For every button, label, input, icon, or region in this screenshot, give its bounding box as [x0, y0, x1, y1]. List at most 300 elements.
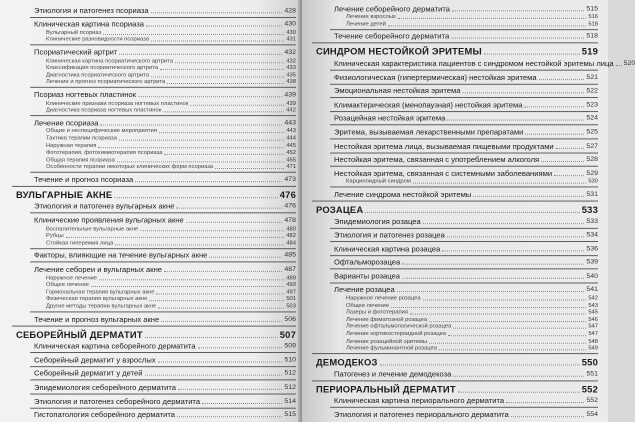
toc-section	[12, 174, 296, 185]
toc-entry-page: 551	[586, 370, 598, 378]
dot-leader	[397, 291, 585, 292]
toc-entry-title: Наружное лечение	[46, 275, 97, 281]
section-rule	[330, 29, 598, 30]
toc-entry-title: Течение и прогноз псориаза	[34, 175, 134, 184]
section-rule	[330, 407, 598, 408]
dot-leader	[159, 132, 284, 133]
dot-leader	[186, 222, 283, 223]
toc-section	[12, 47, 296, 58]
toc-entry-page: 493	[286, 282, 296, 289]
toc-entry-title: ВУЛЬГАРНЫЕ АКНЕ	[16, 189, 113, 200]
toc-chapter	[12, 327, 296, 340]
chapter-rule	[12, 325, 296, 326]
toc-section	[12, 409, 296, 420]
toc-subsection	[12, 303, 296, 310]
section-rule	[330, 125, 598, 126]
toc-entry-title: Лечение розацейной эритемы	[346, 338, 427, 345]
toc-entry-page: 430	[286, 29, 296, 36]
toc-entry-page: 539	[586, 259, 598, 266]
toc-entry-title: Диагностика псориатического артрита	[46, 72, 150, 79]
section-rule	[330, 138, 598, 139]
toc-subsection	[312, 324, 598, 331]
section-rule	[330, 187, 598, 188]
toc-subsection	[12, 282, 296, 289]
toc-entry-title: Клинические проявления вульгарных акне	[34, 216, 184, 225]
section-rule	[330, 70, 598, 71]
section-rule	[30, 248, 296, 249]
section-rule	[30, 115, 296, 116]
toc-entry-page: 547	[588, 331, 598, 338]
dot-leader	[202, 403, 282, 404]
left-page	[0, 0, 300, 422]
dot-leader	[209, 257, 282, 258]
toc-entry-title: Патогенез и лечение демодекоза	[334, 369, 452, 379]
toc-entry-title: Течение и прогноз вульгарных акне	[34, 314, 160, 324]
toc-entry-page: 515	[586, 5, 598, 12]
toc-entry-page: 484	[286, 240, 296, 247]
toc-entry-title: Этиология и патогенез розацеа	[334, 230, 445, 240]
toc-entry-title: Эпидемиология себорейного дерматита	[34, 383, 176, 392]
toc-entry-page: 445	[286, 142, 296, 149]
dot-leader	[525, 134, 584, 135]
toc-section	[312, 140, 598, 151]
toc-entry-title: СЕБОРЕЙНЫЙ ДЕРМАТИТ	[16, 329, 143, 340]
toc-entry-page: 439	[286, 100, 296, 107]
toc-entry-page: 527	[586, 142, 598, 150]
toc-section	[312, 409, 598, 420]
dot-leader	[149, 301, 284, 302]
dot-leader	[452, 10, 584, 11]
toc-chapter	[12, 188, 296, 201]
toc-entry-page: 509	[284, 342, 296, 350]
toc-entry-page: 497	[286, 289, 296, 296]
toc-entry-title: Клиническая картина себорейного дерматита	[34, 341, 196, 351]
toc-entry-page: 533	[581, 204, 598, 215]
toc-entry-title: Эритема, вызываемая лекарственными препаратами	[334, 128, 524, 137]
dot-leader	[506, 402, 584, 403]
dot-leader	[98, 147, 284, 148]
toc-entry-title: Себорейный дерматит у взрослых	[34, 355, 156, 365]
toc-subsection	[12, 65, 296, 72]
toc-entry-page: 443	[284, 119, 296, 127]
toc-section	[12, 89, 296, 100]
dot-leader	[423, 300, 587, 301]
toc-entry-page: 435	[286, 72, 296, 79]
toc-entry-title: Псориатический артрит	[34, 48, 118, 57]
toc-entry-page: 546	[588, 317, 598, 323]
dot-leader	[161, 321, 282, 322]
toc-entry-page: 536	[586, 245, 598, 253]
dot-leader	[145, 375, 283, 376]
toc-entry-title: Общая терапия псориаза	[46, 157, 115, 163]
section-rule	[30, 213, 296, 214]
toc-subsection	[12, 296, 296, 303]
toc-entry-title: Псориаз ногтевых пластинок	[34, 90, 136, 100]
toc-entry-page: 476	[279, 189, 296, 200]
dot-leader	[429, 342, 586, 343]
dot-leader	[215, 168, 284, 169]
dot-leader	[164, 154, 284, 155]
toc-entry-title: Себорейный дерматит у детей	[34, 369, 143, 378]
dot-leader	[138, 96, 282, 97]
dot-leader	[119, 140, 285, 141]
toc-subsection	[12, 275, 296, 282]
toc-subsection	[312, 331, 598, 338]
toc-entry-page: 512	[284, 370, 296, 377]
toc-entry-page: 552	[586, 397, 598, 405]
toc-entry-page: 516	[588, 14, 598, 20]
dot-leader	[388, 25, 587, 26]
toc-entry-page: 540	[586, 272, 598, 280]
toc-entry-page: 554	[586, 411, 598, 419]
section-rule	[30, 262, 296, 263]
dot-leader	[167, 83, 284, 84]
dot-leader	[151, 41, 284, 42]
toc-entry-page: 433	[286, 65, 296, 71]
toc-section	[312, 229, 598, 240]
toc-subsection	[12, 79, 296, 86]
toc-entry-title: Этиология и патогенез периорального дерматита	[334, 410, 509, 420]
toc-entry-title: Течение себорейного дерматита	[334, 32, 450, 41]
chapter-rule	[312, 380, 598, 381]
toc-entry-page: 524	[586, 115, 598, 122]
toc-entry-page: 428	[284, 7, 296, 14]
toc-entry-title: Классификация псориатического артрита	[46, 65, 159, 71]
toc-entry-page: 534	[586, 231, 598, 239]
toc-entry-title: Лазеры и фототерапия	[346, 310, 408, 316]
toc-entry-page: 550	[581, 357, 598, 368]
dot-leader	[439, 350, 586, 351]
toc-entry-title: Клиническая картина розацеа	[334, 244, 441, 254]
toc-entry-page: 523	[586, 101, 598, 109]
toc-section	[12, 368, 296, 379]
toc-section	[12, 354, 296, 365]
toc-section	[12, 340, 296, 351]
toc-subsection	[12, 150, 296, 157]
toc-subsection	[12, 128, 296, 135]
toc-entry-title: Другие методы терапии вульгарных акне	[46, 303, 157, 310]
dot-leader	[429, 321, 586, 322]
toc-entry-page: 487	[284, 266, 296, 273]
toc-entry-page: 512	[284, 384, 296, 391]
toc-entry-title: Общее лечение	[346, 302, 389, 309]
toc-entry-title: Фототерапия, фотохимиотерапия псориаза	[46, 150, 163, 156]
toc-entry-title: Лечение себорейного дерматита	[334, 4, 450, 13]
toc-section	[312, 72, 598, 83]
section-rule	[330, 282, 598, 283]
dot-leader	[524, 106, 584, 107]
toc-section	[312, 395, 598, 406]
dot-leader	[413, 183, 587, 184]
toc-subsection	[312, 295, 598, 302]
toc-subsection	[312, 21, 598, 28]
toc-chapter	[312, 45, 598, 58]
toc-entry-page: 525	[586, 128, 598, 136]
dot-leader	[402, 278, 584, 279]
toc-section	[312, 58, 635, 69]
toc-entry-page: 485	[284, 252, 296, 260]
dot-leader	[539, 79, 585, 80]
toc-section	[312, 154, 598, 165]
toc-entry-page: 443	[286, 128, 296, 135]
toc-section	[12, 382, 296, 393]
toc-entry-page: 543	[588, 302, 598, 309]
dot-leader	[458, 392, 580, 393]
dot-leader	[135, 181, 282, 182]
toc-entry-title: Нестойкая эритема, связанная с системными заболеваниями	[334, 169, 553, 178]
toc-section	[312, 216, 598, 227]
dot-leader	[158, 361, 283, 362]
toc-entry-page: 518	[588, 21, 598, 28]
toc-subsection	[12, 135, 296, 142]
toc-entry-page: 432	[284, 49, 296, 56]
toc-entry-title: Лечение синдрома нестойкой эритемы	[334, 190, 472, 199]
toc-entry-page: 518	[586, 33, 598, 40]
dot-leader	[448, 335, 586, 336]
toc-entry-page: 442	[286, 107, 296, 114]
dot-leader	[140, 230, 284, 231]
toc-subsection	[12, 107, 296, 114]
toc-entry-title: Климактерическая (менопаузная) нестойкая эритема	[334, 100, 523, 110]
toc-entry-title: Лечение фиматозной розацеа	[346, 317, 428, 323]
toc-entry-title: Варианты розацеа	[334, 272, 400, 281]
dot-leader	[66, 237, 285, 238]
dot-leader	[178, 389, 282, 390]
toc-entry-title: Клиническая картина псориаза	[34, 19, 144, 29]
section-rule	[330, 83, 598, 84]
toc-entry-page: 507	[279, 329, 296, 340]
toc-entry-title: Физиологическая (гипертермическая) нестойкая эритема	[334, 73, 537, 82]
toc-entry-page: 542	[588, 295, 598, 302]
dot-leader	[115, 244, 284, 245]
toc-section	[312, 85, 598, 96]
toc-section	[12, 117, 296, 128]
toc-entry-title: Лечение офтальмологической розацеа	[346, 324, 452, 331]
toc-entry-title: Нестойкая эритема, связанная с употреблением алкоголя	[334, 155, 540, 164]
toc-subsection	[12, 142, 296, 149]
toc-entry-page: 452	[286, 150, 296, 156]
toc-entry-title: Тактика терапии псориаза	[46, 135, 117, 142]
dot-leader	[160, 69, 284, 70]
chapter-rule	[312, 353, 598, 354]
dot-leader	[380, 365, 580, 366]
toc-section	[312, 189, 598, 200]
toc-entry-page: 476	[284, 203, 296, 210]
toc-subsection	[12, 226, 296, 233]
dot-leader	[616, 65, 622, 66]
toc-entry-page: 519	[581, 46, 598, 57]
toc-entry-title: РОЗАЦЕА	[316, 204, 364, 215]
toc-subsection	[12, 240, 296, 247]
toc-subsection	[12, 100, 296, 107]
toc-entry-title: Эмоциональная нестойкая эритема	[334, 86, 461, 96]
toc-entry-page: 531	[586, 191, 598, 198]
dot-leader	[447, 120, 584, 121]
toc-entry-page: 547	[588, 324, 598, 331]
section-rule	[30, 17, 296, 18]
toc-entry-page: 552	[581, 384, 598, 395]
section-rule	[330, 152, 598, 153]
toc-entry-page: 515	[284, 411, 296, 419]
section-rule	[30, 311, 296, 312]
toc-entry-page: 503	[286, 303, 296, 310]
toc-entry-title: Наружная терапия	[46, 142, 97, 149]
toc-subsection	[12, 157, 296, 164]
toc-section	[12, 18, 296, 29]
toc-subsection	[12, 289, 296, 296]
section-rule	[30, 45, 296, 46]
dot-leader	[158, 308, 284, 309]
toc-subsection	[12, 233, 296, 240]
dot-leader	[462, 92, 584, 93]
toc-entry-title: Этиология и патогенез вульгарных акне	[34, 202, 175, 211]
toc-subsection	[12, 164, 296, 171]
toc-entry-page: 480	[286, 226, 296, 232]
section-rule	[30, 87, 296, 88]
toc-entry-title: Этиология и патогенез себорейного дерматита	[34, 396, 201, 406]
dot-leader	[447, 236, 585, 237]
dot-leader	[423, 223, 585, 224]
table-of-contents-left	[0, 0, 300, 420]
toc-entry-title: Карциноидный синдром	[346, 179, 411, 185]
toc-entry-page: 430	[284, 20, 296, 28]
toc-entry-page: 528	[586, 156, 598, 164]
toc-entry-title: ДЕМОДЕКОЗ	[316, 357, 378, 368]
toc-entry-title: Воспалительные вульгарные акне	[46, 226, 139, 232]
dot-leader	[473, 196, 584, 197]
toc-entry-page: 530	[588, 179, 598, 185]
toc-section	[312, 257, 598, 268]
toc-entry-page: 548	[588, 338, 598, 345]
toc-entry-title: СИНДРОМ НЕСТОЙКОЙ ЭРИТЕМЫ	[316, 46, 482, 57]
dot-leader	[145, 337, 278, 338]
toc-entry-title: Лечение детей	[346, 21, 386, 28]
toc-entry-page: 522	[586, 87, 598, 95]
toc-entry-title: Розацейная нестойкая эритема	[334, 114, 446, 123]
toc-subsection	[312, 309, 598, 316]
dot-leader	[365, 212, 579, 213]
toc-section	[12, 264, 296, 275]
dot-leader	[99, 279, 284, 280]
toc-section	[12, 395, 296, 406]
chapter-rule	[312, 43, 598, 44]
section-rule	[330, 255, 598, 256]
dot-leader	[554, 175, 584, 176]
toc-entry-page: 529	[586, 170, 598, 177]
toc-entry-title: Нестойкая эритема лица, вызываемая пищевыми продуктами	[334, 141, 554, 151]
section-rule	[330, 166, 598, 167]
toc-subsection	[312, 345, 598, 352]
toc-entry-page: 520	[623, 60, 635, 67]
toc-entry-title: Эпидемиология розацеа	[334, 217, 421, 226]
toc-entry-title: Клинические разновидности псориаза	[46, 37, 150, 43]
toc-section	[12, 250, 296, 261]
section-rule	[330, 111, 598, 112]
toc-section	[312, 284, 598, 295]
dot-leader	[119, 54, 282, 55]
toc-entry-page: 473	[284, 176, 296, 183]
dot-leader	[146, 26, 282, 27]
toc-entry-title: Диагностика псориаза ногтевых пластинок	[46, 107, 162, 114]
toc-entry-title: Клиническая характеристика пациентов с синдромом нестойкой эритемы лица	[334, 59, 614, 68]
toc-entry-title: Клиническая картина периорального дерматита	[334, 396, 505, 406]
toc-subsection	[312, 302, 598, 309]
toc-entry-page: 533	[586, 218, 598, 225]
toc-entry-page: 439	[284, 91, 296, 99]
toc-entry-title: Лечение и прогноз псориатического артрита	[46, 79, 166, 86]
section-rule	[330, 241, 598, 242]
toc-subsection	[312, 179, 598, 186]
toc-entry-page: 478	[284, 217, 296, 224]
toc-entry-page: 521	[586, 73, 598, 81]
toc-entry-title: Клиническая картина псориатического артрита	[46, 58, 173, 64]
dot-leader	[453, 328, 586, 329]
toc-chapter	[312, 202, 598, 215]
toc-subsection	[12, 37, 296, 44]
toc-entry-title: Лечение псориаза	[34, 118, 99, 128]
section-rule	[30, 407, 296, 408]
dot-leader	[453, 376, 584, 377]
toc-entry-title: Гормональная терапия вульгарных акне	[46, 289, 155, 296]
toc-entry-title: Лечение себореи и вульгарных акне	[34, 265, 163, 274]
toc-entry-page: 438	[286, 79, 296, 86]
toc-entry-title: Офтальморозацеа	[334, 258, 401, 267]
toc-subsection	[312, 14, 598, 21]
dot-leader	[114, 197, 277, 198]
dot-leader	[156, 293, 284, 294]
chapter-rule	[12, 186, 296, 187]
dot-leader	[103, 34, 284, 35]
toc-subsection	[12, 72, 296, 79]
toc-entry-title: Лечение взрослых	[346, 14, 396, 20]
toc-section	[312, 113, 598, 124]
toc-section	[12, 5, 296, 16]
dot-leader	[100, 124, 282, 125]
toc-section	[312, 99, 598, 110]
toc-subsection	[12, 29, 296, 36]
toc-entry-page: 431	[286, 37, 296, 43]
toc-chapter	[312, 382, 598, 395]
toc-entry-title: Лечение розацеа	[334, 285, 395, 295]
dot-leader	[511, 416, 585, 417]
dot-leader	[176, 208, 282, 209]
toc-entry-page: 506	[284, 315, 296, 323]
dot-leader	[442, 250, 584, 251]
toc-section	[12, 215, 296, 226]
toc-entry-title: Физическая терапия вульгарных акне	[46, 296, 148, 303]
toc-section	[12, 201, 296, 212]
toc-entry-page: 489	[286, 275, 296, 281]
toc-chapter	[312, 355, 598, 368]
toc-entry-title: Стойкая гиперемия лица	[46, 240, 114, 247]
dot-leader	[91, 286, 284, 287]
toc-entry-title: Особенности терапии некоторых клинических форм псориаза	[46, 164, 214, 171]
toc-entry-page: 501	[286, 296, 296, 303]
toc-entry-title: Гистопатология себорейного дерматита	[34, 410, 175, 420]
toc-section	[312, 168, 598, 179]
toc-entry-page: 455	[286, 157, 296, 163]
dot-leader	[410, 314, 586, 315]
section-rule	[30, 380, 296, 381]
dot-leader	[556, 147, 585, 148]
toc-section	[312, 368, 598, 379]
toc-entry-title: Вульгарный псориаз	[46, 29, 102, 36]
toc-entry-title: Этиология и патогенез псориаза	[34, 6, 149, 15]
dot-leader	[402, 264, 584, 265]
toc-entry-title: Факторы, влияющие на течение вульгарных акне	[34, 251, 208, 260]
toc-section	[12, 313, 296, 324]
table-of-contents-right	[302, 0, 635, 420]
